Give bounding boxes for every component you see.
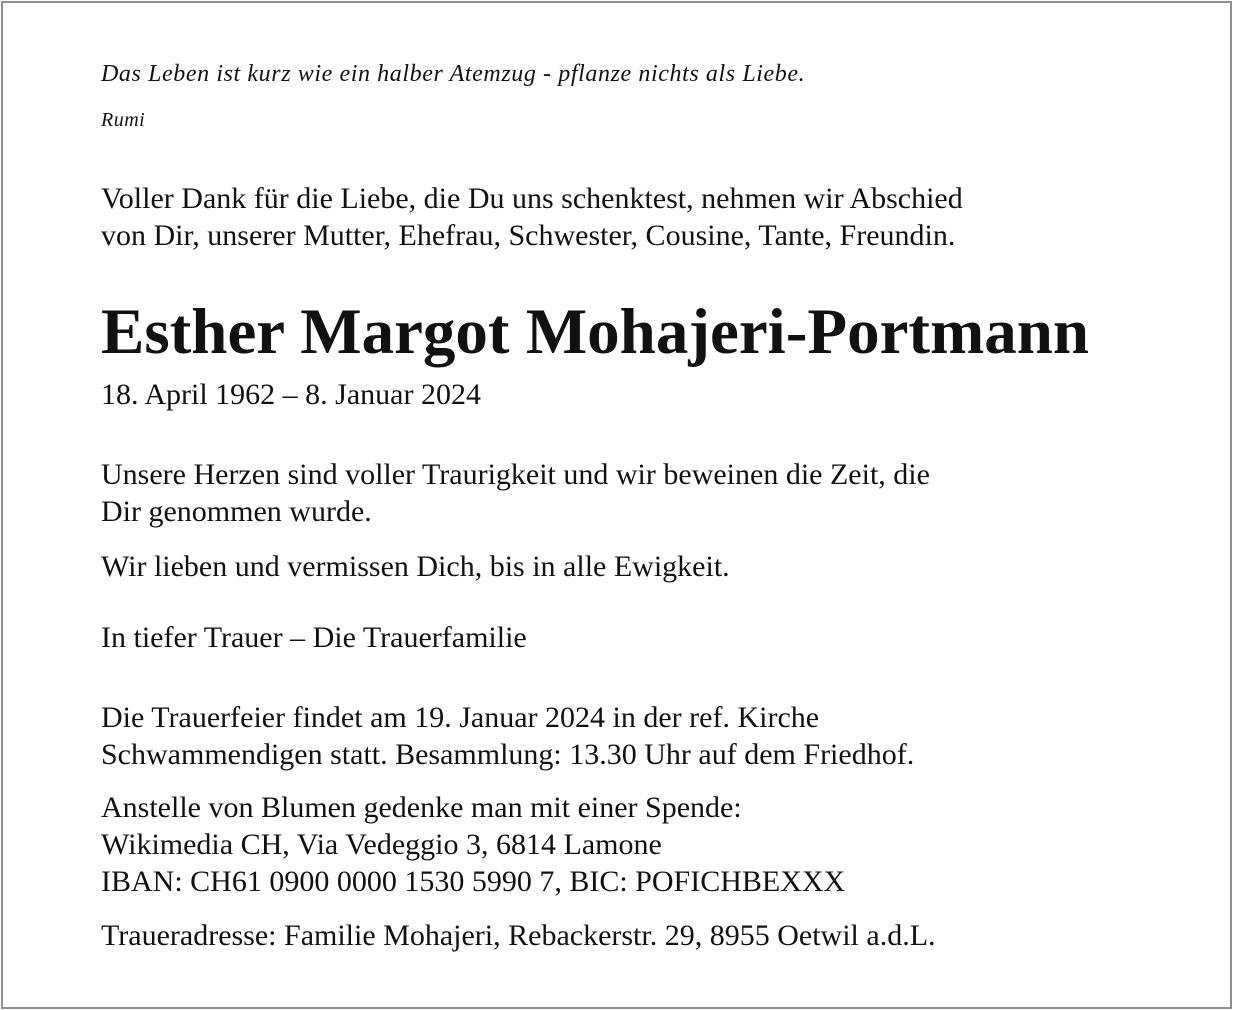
epigraph-quote: Das Leben ist kurz wie ein halber Atemzug - pflanze nichts als Liebe. <box>101 61 806 87</box>
intro-line: von Dir, unserer Mutter, Ehefrau, Schwester, Cousine, Tante, Freundin. <box>101 219 956 252</box>
deceased-name: Esther Margot Mohajeri-Portmann <box>101 296 1090 368</box>
love-line: Wir lieben und vermissen Dich, bis in alle Ewigkeit. <box>101 550 730 583</box>
intro-line: Voller Dank für die Liebe, die Du uns schenktest, nehmen wir Abschied <box>101 182 963 215</box>
donation-line: Wikimedia CH, Via Vedeggio 3, 6814 Lamone <box>101 828 662 861</box>
ceremony-paragraph <box>101 699 914 773</box>
love-paragraph <box>101 548 730 585</box>
family-signature-text: In tiefer Trauer – Die Trauerfamilie <box>101 621 527 654</box>
life-dates-text: 18. April 1962 – 8. Januar 2024 <box>101 378 481 411</box>
donation-line: Anstelle von Blumen gedenke man mit einer Spende: <box>101 791 742 824</box>
donation-line: IBAN: CH61 0900 0000 1530 5990 7, BIC: POFICHBEXXX <box>101 865 846 898</box>
family-signature <box>101 619 527 656</box>
mourning-paragraph <box>101 456 930 530</box>
epigraph-author: Rumi <box>101 109 146 131</box>
intro-paragraph <box>101 180 963 254</box>
mourning-line: Unsere Herzen sind voller Traurigkeit und wir beweinen die Zeit, die <box>101 458 930 491</box>
ceremony-line: Die Trauerfeier findet am 19. Januar 2024 in der ref. Kirche <box>101 701 820 734</box>
mourning-address-text: Traueradresse: Familie Mohajeri, Rebackerstr. 29, 8955 Oetwil a.d.L. <box>101 919 936 952</box>
mourning-address <box>101 917 936 954</box>
ceremony-line: Schwammendigen statt. Besammlung: 13.30 Uhr auf dem Friedhof. <box>101 738 915 771</box>
life-dates <box>101 376 481 413</box>
donation-paragraph <box>101 789 845 900</box>
mourning-line: Dir genommen wurde. <box>101 495 372 528</box>
obituary-frame <box>1 1 1232 1009</box>
